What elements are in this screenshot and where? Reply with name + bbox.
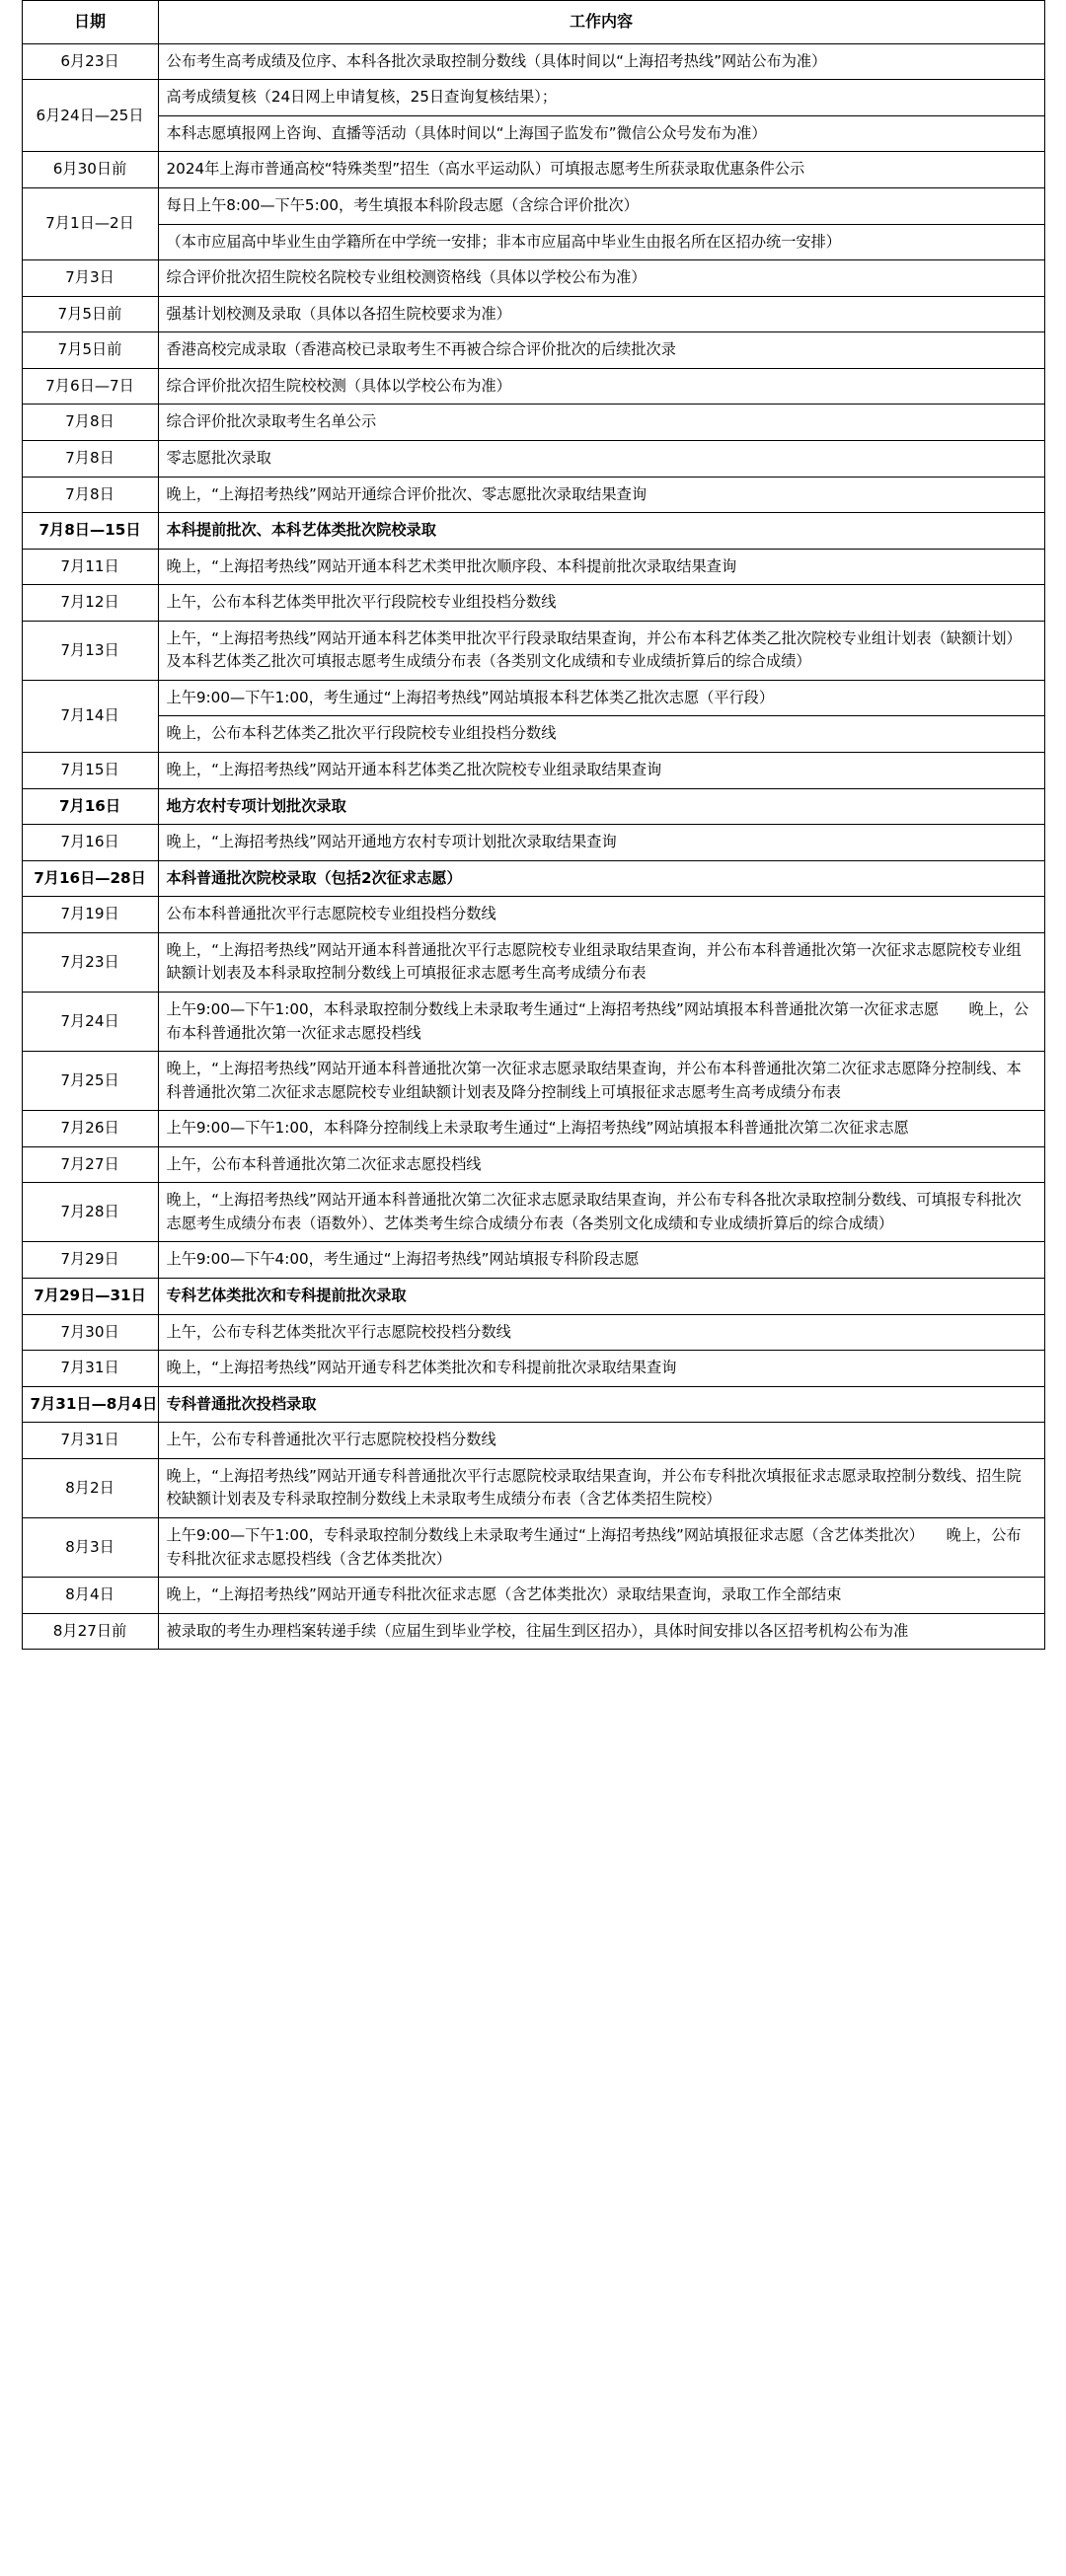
cell-content: 上午9:00—下午4:00，考生通过“上海招考热线”网站填报专科阶段志愿 <box>158 1242 1044 1279</box>
cell-date: 7月19日 <box>22 897 158 933</box>
cell-date: 8月3日 <box>22 1517 158 1577</box>
cell-date: 7月29日 <box>22 1242 158 1279</box>
table-row <box>22 1242 1044 1279</box>
cell-content: 专科艺体类批次和专科提前批次录取 <box>158 1279 1044 1315</box>
cell-date: 7月26日 <box>22 1111 158 1147</box>
cell-date: 7月6日—7日 <box>22 368 158 405</box>
admission-schedule-table <box>22 0 1045 1650</box>
cell-date: 7月16日 <box>22 825 158 861</box>
table-row <box>22 1111 1044 1147</box>
cell-content: 上午9:00—下午1:00，本科降分控制线上未录取考生通过“上海招考热线”网站填报本科普通批次第二次征求志愿 <box>158 1111 1044 1147</box>
table-row <box>22 992 1044 1051</box>
cell-content: 高考成绩复核（24日网上申请复核，25日查询复核结果）； <box>158 80 1044 116</box>
cell-date: 7月29日—31日 <box>22 1279 158 1315</box>
table-row <box>22 1578 1044 1614</box>
cell-content: 上午9:00—下午1:00，本科录取控制分数线上未录取考生通过“上海招考热线”网站填报本科普通批次第一次征求志愿 晚上，公布本科普通批次第一次征求志愿投档线 <box>158 992 1044 1051</box>
cell-content: 上午，公布专科艺体类批次平行志愿院校投档分数线 <box>158 1314 1044 1351</box>
cell-date: 8月4日 <box>22 1578 158 1614</box>
cell-date: 7月24日 <box>22 992 158 1051</box>
cell-content: （本市应届高中毕业生由学籍所在中学统一安排；非本市应届高中毕业生由报名所在区招办统一安排） <box>158 224 1044 260</box>
cell-date: 8月27日前 <box>22 1613 158 1650</box>
table-row <box>22 1423 1044 1459</box>
table-row <box>22 585 1044 622</box>
cell-date: 7月12日 <box>22 585 158 622</box>
cell-content: 晚上，“上海招考热线”网站开通专科艺体类批次和专科提前批次录取结果查询 <box>158 1351 1044 1387</box>
table-row <box>22 1613 1044 1650</box>
cell-content: 上午9:00—下午1:00，专科录取控制分数线上未录取考生通过“上海招考热线”网站填报征求志愿（含艺体类批次） 晚上，公布专科批次征求志愿投档线（含艺体类批次） <box>158 1517 1044 1577</box>
cell-content: 晚上，公布本科艺体类乙批次平行段院校专业组投档分数线 <box>158 716 1044 753</box>
cell-content: 综合评价批次录取考生名单公示 <box>158 405 1044 441</box>
cell-content: 专科普通批次投档录取 <box>158 1386 1044 1423</box>
cell-content: 晚上，“上海招考热线”网站开通本科艺体类乙批次院校专业组录取结果查询 <box>158 753 1044 789</box>
table-body <box>22 43 1044 1649</box>
column-header-content: 工作内容 <box>158 1 1044 44</box>
cell-date: 7月3日 <box>22 260 158 297</box>
cell-date: 8月2日 <box>22 1458 158 1517</box>
cell-date: 7月1日—2日 <box>22 188 158 260</box>
cell-date: 7月27日 <box>22 1146 158 1183</box>
cell-date: 7月13日 <box>22 621 158 680</box>
table-row <box>22 621 1044 680</box>
cell-date: 7月14日 <box>22 680 158 752</box>
table-row <box>22 477 1044 513</box>
table-row <box>22 1183 1044 1242</box>
cell-content: 综合评价批次招生院校校测（具体以学校公布为准） <box>158 368 1044 405</box>
table-row <box>22 405 1044 441</box>
cell-date: 7月8日—15日 <box>22 513 158 550</box>
table-row <box>22 1146 1044 1183</box>
table-row <box>22 1458 1044 1517</box>
table-header <box>22 1 1044 44</box>
table-row <box>22 188 1044 225</box>
cell-date: 7月31日—8月4日 <box>22 1386 158 1423</box>
cell-date: 7月31日 <box>22 1423 158 1459</box>
cell-date: 7月11日 <box>22 549 158 585</box>
table-row <box>22 680 1044 716</box>
cell-content: 公布考生高考成绩及位序、本科各批次录取控制分数线（具体时间以“上海招考热线”网站公布为准） <box>158 43 1044 80</box>
table-row <box>22 825 1044 861</box>
cell-date: 7月16日—28日 <box>22 860 158 897</box>
cell-date: 7月25日 <box>22 1052 158 1111</box>
cell-content: 晚上，“上海招考热线”网站开通地方农村专项计划批次录取结果查询 <box>158 825 1044 861</box>
cell-content: 上午，公布本科普通批次第二次征求志愿投档线 <box>158 1146 1044 1183</box>
table-row <box>22 549 1044 585</box>
table-row <box>22 80 1044 116</box>
table-row <box>22 152 1044 188</box>
column-header-date: 日期 <box>22 1 158 44</box>
cell-date: 7月8日 <box>22 477 158 513</box>
cell-date: 7月15日 <box>22 753 158 789</box>
cell-date: 7月30日 <box>22 1314 158 1351</box>
cell-content: 晚上，“上海招考热线”网站开通本科普通批次第一次征求志愿录取结果查询，并公布本科普通批次第二次征求志愿降分控制线、本科普通批次第二次征求志愿院校专业组缺额计划表及降分控制线上可填报征求志愿考生高考成绩分布表 <box>158 1052 1044 1111</box>
cell-date: 7月31日 <box>22 1351 158 1387</box>
cell-date: 7月5日前 <box>22 332 158 369</box>
cell-date: 7月23日 <box>22 932 158 992</box>
cell-content: 晚上，“上海招考热线”网站开通本科艺术类甲批次顺序段、本科提前批次录取结果查询 <box>158 549 1044 585</box>
table-row <box>22 513 1044 550</box>
table-header-row <box>22 1 1044 44</box>
table-row <box>22 753 1044 789</box>
cell-content: 综合评价批次招生院校名院校专业组校测资格线（具体以学校公布为准） <box>158 260 1044 297</box>
cell-content: 晚上，“上海招考热线”网站开通本科普通批次平行志愿院校专业组录取结果查询，并公布本科普通批次第一次征求志愿院校专业组缺额计划表及本科录取控制分数线上可填报征求志愿考生高考成绩分布表 <box>158 932 1044 992</box>
cell-date: 7月5日前 <box>22 296 158 332</box>
cell-content: 公布本科普通批次平行志愿院校专业组投档分数线 <box>158 897 1044 933</box>
table-row <box>22 224 1044 260</box>
cell-content: 晚上，“上海招考热线”网站开通专科普通批次平行志愿院校录取结果查询，并公布专科批次填报征求志愿录取控制分数线、招生院校缺额计划表及专科录取控制分数线上未录取考生成绩分布表（含艺体类招生院校） <box>158 1458 1044 1517</box>
cell-content: 香港高校完成录取（香港高校已录取考生不再被合综合评价批次的后续批次录 <box>158 332 1044 369</box>
cell-content: 上午，公布本科艺体类甲批次平行段院校专业组投档分数线 <box>158 585 1044 622</box>
table-row <box>22 1517 1044 1577</box>
cell-content: 晚上，“上海招考热线”网站开通本科普通批次第二次征求志愿录取结果查询，并公布专科各批次录取控制分数线、可填报专科批次志愿考生成绩分布表（语数外）、艺体类考生综合成绩分布表（各类别文化成绩和专业成绩折算后的综合成绩） <box>158 1183 1044 1242</box>
table-row <box>22 260 1044 297</box>
table-row <box>22 897 1044 933</box>
cell-date: 6月24日—25日 <box>22 80 158 152</box>
table-row <box>22 115 1044 152</box>
cell-content: 晚上，“上海招考热线”网站开通专科批次征求志愿（含艺体类批次）录取结果查询，录取工作全部结束 <box>158 1578 1044 1614</box>
cell-date: 7月8日 <box>22 405 158 441</box>
cell-content: 本科提前批次、本科艺体类批次院校录取 <box>158 513 1044 550</box>
cell-content: 本科志愿填报网上咨询、直播等活动（具体时间以“上海国子监发布”微信公众号发布为准） <box>158 115 1044 152</box>
cell-date: 6月30日前 <box>22 152 158 188</box>
cell-content: 本科普通批次院校录取（包括2次征求志愿） <box>158 860 1044 897</box>
cell-date: 7月8日 <box>22 440 158 477</box>
cell-content: 上午9:00—下午1:00，考生通过“上海招考热线”网站填报本科艺体类乙批次志愿（平行段） <box>158 680 1044 716</box>
table-row <box>22 860 1044 897</box>
cell-content: 每日上午8:00—下午5:00，考生填报本科阶段志愿（含综合评价批次） <box>158 188 1044 225</box>
cell-content: 被录取的考生办理档案转递手续（应届生到毕业学校，往届生到区招办），具体时间安排以各区招考机构公布为准 <box>158 1613 1044 1650</box>
table-row <box>22 1314 1044 1351</box>
table-row <box>22 43 1044 80</box>
cell-content: 2024年上海市普通高校“特殊类型”招生（高水平运动队）可填报志愿考生所获录取优惠条件公示 <box>158 152 1044 188</box>
table-row <box>22 1279 1044 1315</box>
table-row <box>22 368 1044 405</box>
cell-date: 7月28日 <box>22 1183 158 1242</box>
cell-content: 强基计划校测及录取（具体以各招生院校要求为准） <box>158 296 1044 332</box>
cell-date: 7月16日 <box>22 788 158 825</box>
cell-date: 6月23日 <box>22 43 158 80</box>
table-row <box>22 1386 1044 1423</box>
table-row <box>22 932 1044 992</box>
cell-content: 晚上，“上海招考热线”网站开通综合评价批次、零志愿批次录取结果查询 <box>158 477 1044 513</box>
cell-content: 地方农村专项计划批次录取 <box>158 788 1044 825</box>
table-row <box>22 716 1044 753</box>
cell-content: 上午，公布专科普通批次平行志愿院校投档分数线 <box>158 1423 1044 1459</box>
table-row <box>22 440 1044 477</box>
table-row <box>22 296 1044 332</box>
table-row <box>22 1351 1044 1387</box>
table-row <box>22 788 1044 825</box>
cell-content: 零志愿批次录取 <box>158 440 1044 477</box>
table-row <box>22 332 1044 369</box>
cell-content: 上午，“上海招考热线”网站开通本科艺体类甲批次平行段录取结果查询，并公布本科艺体类乙批次院校专业组计划表（缺额计划）及本科艺体类乙批次可填报志愿考生成绩分布表（各类别文化成绩和专业成绩折算后的综合成绩） <box>158 621 1044 680</box>
table-row <box>22 1052 1044 1111</box>
